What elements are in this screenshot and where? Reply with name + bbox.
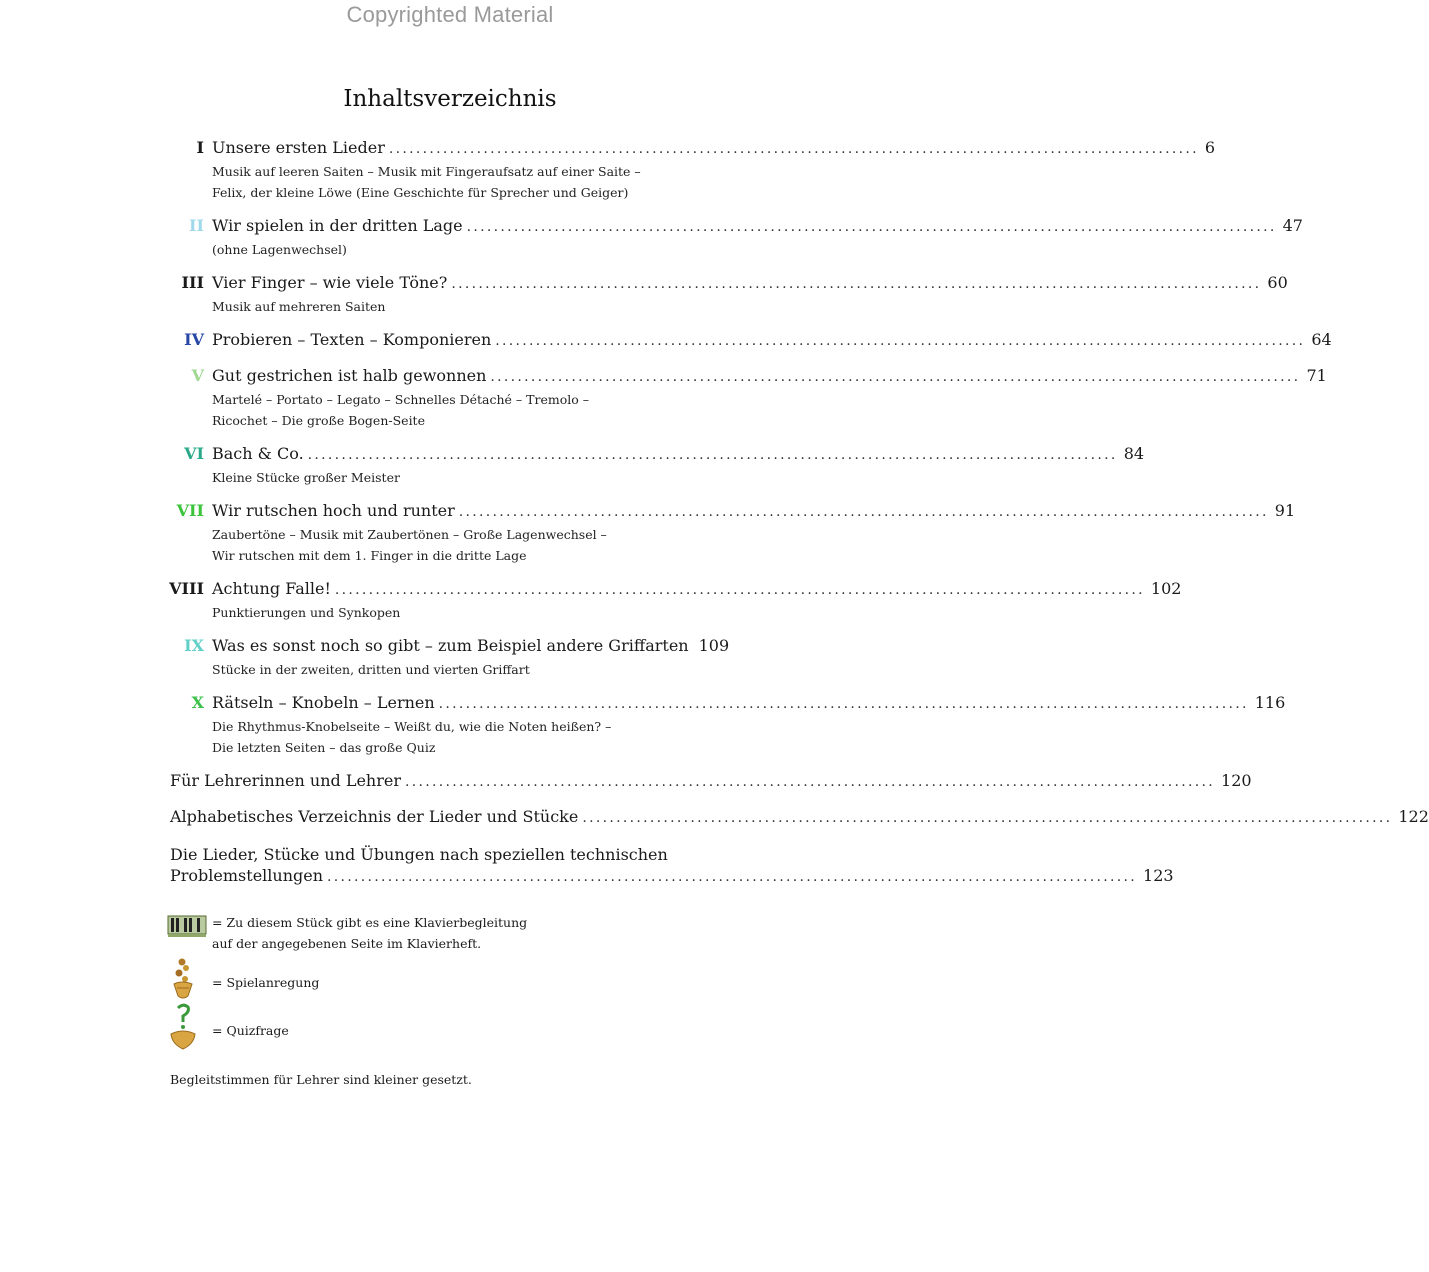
chapter-subtitle: Musik auf leeren Saiten – Musik mit Fingeraufsatz auf einer Saite – <box>212 164 641 179</box>
legend-play <box>168 968 728 1016</box>
toc-entry-chapter[interactable] <box>168 216 1303 260</box>
chapter-subtitle: Martelé – Portato – Legato – Schnelles Détaché – Tremolo – <box>212 392 589 407</box>
chapter-page: 47 <box>1282 216 1303 235</box>
chapter-page: 71 <box>1306 366 1327 385</box>
leader-dots: ........................................................................................................................ <box>405 774 1216 790</box>
chapter-number: V <box>191 366 204 385</box>
legend-piano-line1: = Zu diesem Stück gibt es eine Klavierbegleitung <box>212 915 528 930</box>
chapter-page: 64 <box>1311 330 1332 349</box>
chapter-page: 84 <box>1123 444 1145 463</box>
chapter-page: 91 <box>1274 501 1296 520</box>
chapter-page: 102 <box>1150 579 1182 598</box>
entry-title-line1: Die Lieder, Stücke und Übungen nach speziellen technischen <box>170 845 668 864</box>
entry-page: 122 <box>1398 807 1429 826</box>
leader-dots: ........................................................................................................................ <box>495 333 1306 349</box>
chapter-number: IV <box>184 330 204 349</box>
chapter-title: Wir spielen in der dritten Lage <box>212 216 463 235</box>
chapter-title: Unsere ersten Lieder <box>212 138 385 157</box>
chapter-title: Gut gestrichen ist halb gewonnen <box>212 366 487 385</box>
toc-entry-chapter[interactable] <box>168 273 1288 317</box>
chapter-title: Was es sonst noch so gibt – zum Beispiel andere Griffarten <box>212 636 689 655</box>
leader-dots: ........................................................................................................................ <box>451 276 1262 292</box>
legend-play-text: = Spielanregung <box>212 975 320 990</box>
chapter-subtitle: (ohne Lagenwechsel) <box>212 242 347 257</box>
chapter-subtitle: Zaubertöne – Musik mit Zaubertönen – Große Lagenwechsel – <box>212 527 607 542</box>
toc-entry-chapter[interactable] <box>168 636 730 680</box>
chapter-subtitle: Die letzten Seiten – das große Quiz <box>212 740 436 755</box>
entry-title: Alphabetisches Verzeichnis der Lieder und Stücke <box>170 807 579 826</box>
chapter-subtitle: Ricochet – Die große Bogen-Seite <box>212 413 425 428</box>
chapter-title: Rätseln – Knobeln – Lernen <box>212 693 435 712</box>
leader-dots: ........................................................................................................................ <box>388 141 1199 157</box>
page-title: Inhaltsverzeichnis <box>343 86 557 112</box>
legend-quiz <box>168 1016 728 1066</box>
chapter-title: Bach & Co. <box>212 444 304 463</box>
chapter-subtitle: Musik auf mehreren Saiten <box>212 299 386 314</box>
chapter-subtitle: Felix, der kleine Löwe (Eine Geschichte für Sprecher und Geiger) <box>212 185 629 200</box>
table-of-contents <box>168 138 1429 902</box>
toc-entry-chapter[interactable] <box>168 366 1327 431</box>
play-suggestion-icon <box>168 956 198 1005</box>
toc-entry-teachers[interactable] <box>168 771 1252 794</box>
leader-dots: ........................................................................................................................ <box>327 869 1138 885</box>
chapter-number: X <box>191 693 204 712</box>
entry-page: 120 <box>1221 771 1252 790</box>
chapter-subtitle: Punktierungen und Synkopen <box>212 605 401 620</box>
chapter-number: VII <box>176 501 204 520</box>
chapter-title: Vier Finger – wie viele Töne? <box>212 273 448 292</box>
chapter-page: 6 <box>1204 138 1216 157</box>
chapter-page: 60 <box>1267 273 1288 292</box>
leader-dots: ........................................................................................................................ <box>334 582 1145 598</box>
toc-entry-chapter[interactable] <box>168 693 1286 758</box>
footnote: Begleitstimmen für Lehrer sind kleiner gesetzt. <box>170 1072 472 1087</box>
legend-piano-line2: auf der angegebenen Seite im Klavierheft. <box>212 936 482 951</box>
toc-entry-chapter[interactable] <box>168 330 1332 353</box>
chapter-number: IX <box>184 636 204 655</box>
chapter-list <box>168 138 1332 758</box>
legend-piano <box>168 912 728 968</box>
legend <box>168 912 728 1066</box>
chapter-title: Probieren – Texten – Komponieren <box>212 330 492 349</box>
chapter-number: I <box>196 138 204 157</box>
toc-entry-index[interactable] <box>168 807 1429 830</box>
chapter-number: III <box>181 273 204 292</box>
chapter-number: VIII <box>169 579 204 598</box>
leader-dots: ........................................................................................................................ <box>438 696 1249 712</box>
chapter-subtitle: Wir rutschen mit dem 1. Finger in die dritte Lage <box>212 548 527 563</box>
watermark: Copyrighted Material <box>346 2 554 27</box>
legend-quiz-text: = Quizfrage <box>212 1023 289 1038</box>
toc-entry-technical[interactable] <box>168 843 1174 889</box>
chapter-subtitle: Die Rhythmus-Knobelseite – Weißt du, wie die Noten heißen? – <box>212 719 612 734</box>
toc-entry-chapter[interactable] <box>168 138 1216 203</box>
toc-entry-chapter[interactable] <box>168 444 1145 488</box>
toc-entry-chapter[interactable] <box>168 579 1182 623</box>
chapter-number: II <box>189 216 204 235</box>
chapter-title: Wir rutschen hoch und runter <box>212 501 455 520</box>
piano-keys-icon <box>168 916 206 941</box>
toc-entry-chapter[interactable] <box>168 501 1296 566</box>
chapter-title: Achtung Falle! <box>212 579 331 598</box>
chapter-number: VI <box>184 444 204 463</box>
entry-page: 123 <box>1143 866 1174 885</box>
chapter-page: 116 <box>1254 693 1286 712</box>
chapter-page: 109 <box>698 636 730 655</box>
quiz-question-icon <box>168 1002 198 1053</box>
leader-dots: ........................................................................................................................ <box>582 810 1393 826</box>
entry-title: Problemstellungen <box>170 866 324 885</box>
leader-dots: ........................................................................................................................ <box>490 369 1301 385</box>
chapter-subtitle: Kleine Stücke großer Meister <box>212 470 400 485</box>
chapter-subtitle: Stücke in der zweiten, dritten und vierten Griffart <box>212 662 530 677</box>
entry-title: Für Lehrerinnen und Lehrer <box>170 771 401 790</box>
leader-dots: ........................................................................................................................ <box>307 447 1118 463</box>
leader-dots: ........................................................................................................................ <box>458 504 1269 520</box>
leader-dots: ........................................................................................................................ <box>466 219 1277 235</box>
